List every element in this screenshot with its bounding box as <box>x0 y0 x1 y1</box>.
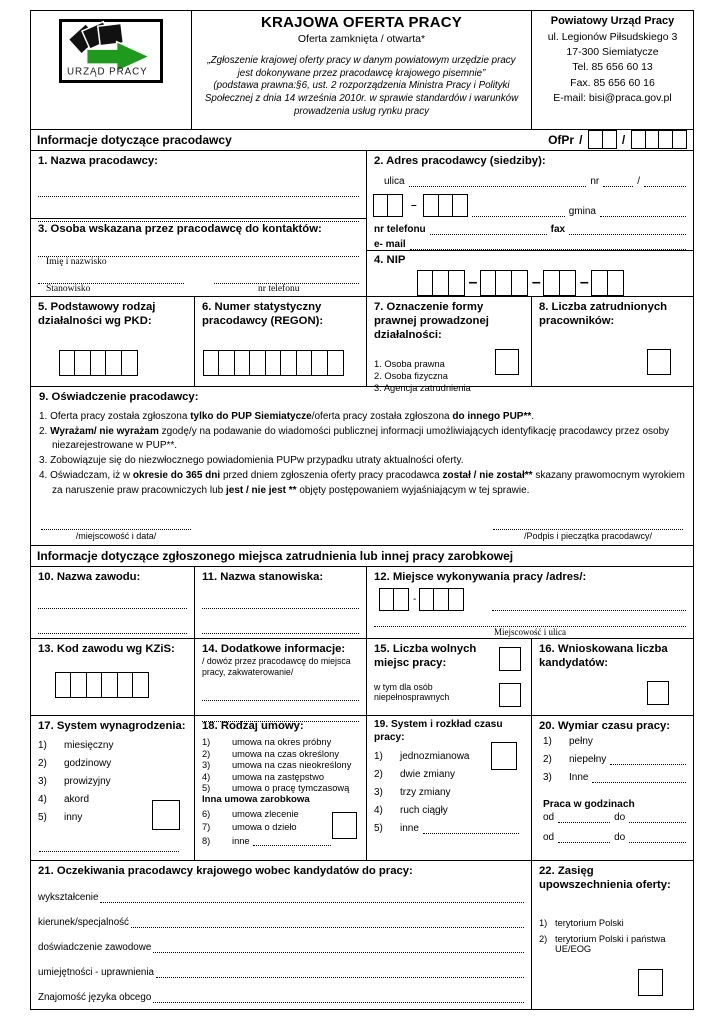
field-8-employee-count <box>531 297 693 386</box>
digit-box[interactable] <box>218 350 235 376</box>
field-7-legal-form <box>366 297 531 394</box>
hours-to-line-2[interactable] <box>629 832 686 843</box>
item-number: 4) <box>38 794 47 806</box>
contract-item <box>202 783 359 793</box>
row-21-22 <box>31 860 693 1010</box>
field-17-pay-system <box>31 716 194 860</box>
logo-cell <box>31 11 191 129</box>
pay-system-checkbox[interactable] <box>152 800 180 830</box>
digit-box[interactable] <box>70 672 87 698</box>
work-time-item <box>374 823 524 834</box>
item-number: 3) <box>543 772 552 784</box>
item-label: umowa na zastępstwo <box>232 771 324 782</box>
field-title: 20. Wymiar czasu pracy: <box>539 719 671 732</box>
postal-code-boxes-1 <box>374 194 403 217</box>
field-title: 7. Oznaczenie formy prawnej prowadzonej działalności: <box>374 300 489 341</box>
hours-from-line-2[interactable] <box>558 832 610 843</box>
fax-label: fax <box>550 223 566 235</box>
urzad-pracy-logo-icon <box>62 22 160 80</box>
digit-box[interactable] <box>59 350 76 376</box>
item-number: 3) <box>38 776 47 788</box>
digit-box[interactable] <box>543 270 560 296</box>
field-12-work-place <box>366 567 693 638</box>
form-header <box>31 11 693 129</box>
field-20-work-dimension <box>531 716 693 860</box>
item-label: niepełny <box>569 754 607 766</box>
gmina-label: gmina <box>568 205 596 217</box>
item-number: 3) <box>374 787 383 799</box>
field-title: 12. Miejsce wykonywania pracy /adres/: <box>374 570 587 583</box>
ofpr-label: OfPr <box>548 132 575 147</box>
place-date-field <box>41 520 191 541</box>
range-item <box>539 934 686 954</box>
declaration-statement-1 <box>39 410 685 424</box>
extra-info-subtitle: / dowóz przez pracodawcę do miejsca pracy, zakwaterowanie/ <box>202 656 351 678</box>
street-label: ulica <box>384 175 405 187</box>
contact-phone-line[interactable] <box>214 273 360 284</box>
expectation-row <box>38 917 524 928</box>
dimension-item <box>543 736 686 747</box>
statement-text: 1. Oferta pracy została zgłoszona <box>39 410 191 422</box>
contact-position-line[interactable] <box>38 273 184 284</box>
contract-item <box>202 772 359 782</box>
statement-text: 4. Oświadczam, iż w <box>39 470 133 482</box>
field-title: 22. Zasięg upowszechnienia oferty: <box>539 864 671 891</box>
item-label: trzy zmiany <box>400 787 451 799</box>
range-item <box>539 918 686 928</box>
declaration-statement-3 <box>39 454 685 468</box>
nip-boxes-2 <box>481 270 528 296</box>
field-title: 4. NIP <box>374 253 406 266</box>
legal-form-checkbox[interactable] <box>495 349 519 375</box>
item-number: 1) <box>539 917 548 928</box>
digit-box[interactable] <box>448 588 464 611</box>
digit-box[interactable] <box>602 130 617 149</box>
dimension-item <box>543 754 686 765</box>
digit-box[interactable] <box>387 194 403 217</box>
field-9-declaration <box>31 386 693 546</box>
gmina-line[interactable] <box>600 206 686 217</box>
item-label: Inne <box>569 772 589 784</box>
field-11-position-name <box>194 567 366 638</box>
nip-dash: – <box>468 273 478 291</box>
field-title: 1. Nazwa pracodawcy: <box>38 154 158 167</box>
urzad-pracy-logo <box>59 19 163 83</box>
office-email: E-mail: bisi@praca.gov.pl <box>553 91 672 104</box>
city-line[interactable] <box>472 206 565 217</box>
contract-item <box>202 760 359 770</box>
item-label: umowa na czas nieokreślony <box>232 760 352 771</box>
contact-phone-caption: nr telefonu <box>258 283 300 294</box>
field-title: 9. Oświadczenie pracodawcy: <box>39 390 199 403</box>
digit-box[interactable] <box>90 350 107 376</box>
field-22-offer-range <box>531 861 693 1010</box>
postal-dash: - <box>413 594 417 606</box>
field-6-regon <box>194 297 366 386</box>
item-number: 1) <box>202 737 211 748</box>
postal-code-boxes-2 <box>425 194 469 217</box>
disabled-note: w tym dla osób niepełnosprawnych <box>374 682 450 703</box>
from-label: od <box>543 832 555 844</box>
street-no-slash: / <box>637 175 640 187</box>
dimension-other-line[interactable] <box>610 754 686 765</box>
to-label: do <box>614 812 626 824</box>
digit-box[interactable] <box>511 270 528 296</box>
item-number: 5) <box>374 823 383 835</box>
legal-quote: „Zgłoszenie krajowej oferty pracy w danym powiatowym urzędzie pracy jest dokonywane przez pracodawcę krajowego pisemnie” <box>207 55 516 79</box>
field-10-occupation-name <box>31 567 194 638</box>
education-line[interactable] <box>100 892 524 903</box>
pay-system-item <box>38 776 187 787</box>
row-5-8 <box>31 296 693 394</box>
regon-boxes <box>204 350 359 376</box>
field-4-nip <box>367 251 693 298</box>
contact-name-caption: Imię i nazwisko <box>46 256 107 267</box>
item-number: 5) <box>38 812 47 824</box>
occupation-line-1[interactable] <box>38 598 187 609</box>
statement-text: objęty postępowaniem wyjaśniającym w tej sprawie. <box>296 484 530 496</box>
position-line-2[interactable] <box>202 623 359 634</box>
digit-box[interactable] <box>280 350 297 376</box>
field-title: 16. Wnioskowana liczba kandydatów: <box>539 642 668 670</box>
signature-line[interactable] <box>493 520 683 530</box>
item-label: dwie zmiany <box>400 769 456 781</box>
row-label: kierunek/specjalność <box>38 916 129 928</box>
item-label: prowizyjny <box>64 776 111 788</box>
office-city: 17-300 Siemiatycze <box>566 46 659 59</box>
item-number: 2) <box>539 933 548 944</box>
item-label: inne <box>400 823 419 835</box>
item-label: miesięczny <box>64 740 114 752</box>
office-name: Powiatowy Urząd Pracy <box>550 15 675 27</box>
digit-box[interactable] <box>417 270 434 296</box>
digit-box[interactable] <box>559 270 576 296</box>
work-time-item <box>374 787 524 798</box>
item-number: 7) <box>202 822 211 833</box>
digit-box[interactable] <box>234 350 251 376</box>
item-label: umowa o dzieło <box>232 822 297 833</box>
row-13-16 <box>31 638 693 715</box>
field-3-contact-person <box>31 219 366 297</box>
expectation-row <box>38 892 524 903</box>
item-label: godzinowy <box>64 758 112 770</box>
item-label: inne <box>232 836 250 847</box>
item-label: terytorium Polski <box>555 917 624 928</box>
statement-text: 2. <box>39 425 51 437</box>
nip-boxes-3 <box>545 270 576 296</box>
field-5-pkd <box>31 297 194 386</box>
signature-caption: /Podpis i pieczątka pracodawcy/ <box>523 531 653 542</box>
employer-section-bar <box>31 129 693 151</box>
ofpr-boxes-group-2 <box>632 130 687 149</box>
digit-box[interactable] <box>480 270 497 296</box>
logo-text: URZĄD PRACY <box>67 66 148 78</box>
employer-block <box>31 151 693 296</box>
item-number: 8) <box>202 836 211 847</box>
phone-line[interactable] <box>430 224 547 235</box>
row-label: Znajomość języka obcego <box>38 991 152 1003</box>
legal-basis: (podstawa prawna:§6, ust. 2 rozporządzenia Ministra Pracy i Polityki Społecznej z dnia 14 września 2010r. w sprawie standardów i warunków prowadzenia usług rynku pracy <box>204 80 519 117</box>
hours-to-line-1[interactable] <box>629 812 686 823</box>
nip-dash: – <box>531 273 541 291</box>
item-label: pełny <box>569 736 593 748</box>
offer-range-checkbox[interactable] <box>638 969 663 996</box>
row-17-20 <box>31 715 693 860</box>
declaration-statement-2 <box>39 425 685 453</box>
digit-box[interactable] <box>132 672 149 698</box>
dimension-other-line-2[interactable] <box>592 772 686 783</box>
statement-bold: Wyrażam/ nie wyrażam <box>50 425 159 437</box>
contract-item <box>202 737 359 747</box>
legal-form-option: 2. Osoba fizyczna <box>374 371 448 382</box>
digit-box[interactable] <box>105 350 122 376</box>
field-title: 18. Rodzaj umowy: <box>202 719 304 732</box>
ofpr-boxes-group-1 <box>589 130 616 149</box>
field-1-employer-name <box>31 151 366 219</box>
field-title: 10. Nazwa zawodu: <box>38 570 141 583</box>
field-14-extra-info <box>194 639 366 715</box>
digit-box[interactable] <box>495 270 512 296</box>
statement-bold: okresie do 365 dni <box>132 470 221 482</box>
contract-type-checkbox[interactable] <box>332 812 357 839</box>
skills-line[interactable] <box>156 967 524 978</box>
item-label: inny <box>64 812 83 824</box>
street-no-label: nr <box>590 175 600 187</box>
postal-dash: – <box>411 199 417 211</box>
item-number: 4) <box>374 805 383 817</box>
field-title: 21. Oczekiwania pracodawcy krajowego wobec kandydatów do pracy: <box>38 864 413 877</box>
employer-left-column <box>31 151 366 296</box>
street-line[interactable] <box>409 176 587 187</box>
item-number: 3) <box>202 760 211 771</box>
ofpr-slash: / <box>621 132 626 147</box>
field-title: 3. Osoba wskazana przez pracodawcę do kontaktów: <box>38 222 322 235</box>
kzis-boxes <box>56 672 187 698</box>
signature-field <box>493 520 683 541</box>
place-date-line[interactable] <box>41 520 191 530</box>
other-contract-subheading: Inna umowa zarobkowa <box>202 794 310 806</box>
item-label: umowa o pracę tymczasową <box>232 783 350 794</box>
employer-name-line-1[interactable] <box>38 186 359 197</box>
digit-box[interactable] <box>74 350 91 376</box>
nip-boxes-4 <box>593 270 624 296</box>
field-title: 8. Liczba zatrudnionych pracowników: <box>539 300 668 327</box>
digit-box[interactable] <box>327 350 344 376</box>
contract-item <box>202 749 359 759</box>
employer-right-column <box>366 151 693 296</box>
digit-box[interactable] <box>249 350 266 376</box>
statement-bold: został / nie został** <box>442 470 533 482</box>
item-label: umowa zlecenie <box>232 809 299 820</box>
statement-text: 3. Zobowiązuje się do niezwłocznego powiadomienia PUPw przypadku utraty aktualności oferty. <box>39 455 464 467</box>
specialty-line[interactable] <box>131 917 524 928</box>
job-section-title: Informacje dotyczące zgłoszonego miejsca zatrudnienia lub innej pracy zarobkowej <box>37 549 514 564</box>
office-fax: Fax. 85 656 60 16 <box>570 76 655 89</box>
expectation-row <box>38 942 524 953</box>
street-no-line[interactable] <box>603 176 633 187</box>
digit-box[interactable] <box>591 270 608 296</box>
statement-text: zgodę/y na podawanie do wiadomości publicznej informacji umożliwiających identyfikację pracodawcy przez osoby niezarejestrowane w PUP**. <box>52 425 670 452</box>
item-number: 2) <box>374 769 383 781</box>
item-number: 6) <box>202 809 211 820</box>
vacancies-disabled-box[interactable] <box>499 683 521 707</box>
digit-box[interactable] <box>452 194 468 217</box>
nip-boxes-1 <box>418 270 465 296</box>
pay-system-item <box>38 740 187 751</box>
statement-bold: jest / nie jest ** <box>225 484 297 496</box>
vacancies-count-box[interactable] <box>499 647 521 671</box>
item-number: 1) <box>374 751 383 763</box>
item-label: ruch ciągły <box>400 805 448 817</box>
legal-form-option: 1. Osoba prawna <box>374 358 445 369</box>
phone-label: nr telefonu <box>374 223 426 235</box>
digit-box[interactable] <box>448 270 465 296</box>
candidates-count-box[interactable] <box>647 681 669 705</box>
expectation-row <box>38 967 524 978</box>
field-title: 14. Dodatkowe informacje: <box>202 642 346 655</box>
field-16-candidates <box>531 639 693 715</box>
digit-box[interactable] <box>672 130 687 149</box>
item-number: 2) <box>202 748 211 759</box>
to-label: do <box>614 832 626 844</box>
page-title: KRAJOWA OFERTA PRACY <box>261 14 462 31</box>
ofpr-number-field <box>548 130 687 149</box>
workplace-postal-boxes-1 <box>380 588 409 611</box>
item-number: 2) <box>543 754 552 766</box>
dimension-item <box>543 772 686 783</box>
email-label: e- mail <box>374 238 406 250</box>
digit-box[interactable] <box>393 588 409 611</box>
field-title: 5. Podstawowy rodzaj działalności wg PKD: <box>38 300 156 327</box>
field-title: 11. Nazwa stanowiska: <box>202 570 324 583</box>
item-label: umowa na czas określony <box>232 748 339 759</box>
item-number: 5) <box>202 783 211 794</box>
digit-box[interactable] <box>265 350 282 376</box>
language-line[interactable] <box>153 992 524 1003</box>
experience-line[interactable] <box>153 942 524 953</box>
row-10-12 <box>31 567 693 638</box>
digit-box[interactable] <box>86 672 103 698</box>
row-label: umiejętności - uprawnienia <box>38 966 154 978</box>
digit-box[interactable] <box>432 270 449 296</box>
item-label: jednozmianowa <box>400 751 470 763</box>
field-title: 6. Numer statystyczny pracodawcy (REGON): <box>202 300 324 327</box>
item-number: 1) <box>38 740 47 752</box>
item-label: umowa na okres próbny <box>232 737 332 748</box>
digit-box[interactable] <box>607 270 624 296</box>
legal-form-option: 3. Agencja zatrudnienia <box>374 383 471 394</box>
field-15-vacancies <box>366 639 531 715</box>
hours-from-line-1[interactable] <box>558 812 610 823</box>
item-label: akord <box>64 794 90 806</box>
work-time-item <box>374 805 524 816</box>
street-no2-line[interactable] <box>644 176 686 187</box>
place-date-caption: /miejscowość i data/ <box>75 531 157 542</box>
office-street: ul. Legionów Piłsudskiego 3 <box>547 30 678 43</box>
work-hours-heading: Praca w godzinach <box>543 799 635 811</box>
digit-box[interactable] <box>311 350 328 376</box>
contract-other-line[interactable] <box>253 835 331 846</box>
nip-dash: – <box>579 273 589 291</box>
item-label: terytorium Polski i państwa UE/EOG <box>555 933 666 954</box>
job-section-bar <box>31 545 693 567</box>
pkd-boxes <box>60 350 187 376</box>
workplace-postal-boxes-2 <box>420 588 464 611</box>
item-number: 4) <box>202 771 211 782</box>
office-tel: Tel. 85 656 60 13 <box>572 61 653 74</box>
field-18-contract-type <box>194 716 366 860</box>
digit-box[interactable] <box>203 350 220 376</box>
field-title: 17. System wynagrodzenia: <box>38 719 186 732</box>
field-21-expectations <box>31 861 531 1010</box>
declaration-statement-4 <box>39 469 685 497</box>
fax-line[interactable] <box>569 224 686 235</box>
office-address-block <box>531 11 693 129</box>
ofpr-slash: / <box>579 132 583 147</box>
item-number: 2) <box>38 758 47 770</box>
field-title: 2. Adres pracodawcy (siedziby): <box>374 154 546 167</box>
work-time-item <box>374 769 524 780</box>
digit-box[interactable] <box>117 672 134 698</box>
statement-text: /oferta pracy została zgłoszona <box>311 410 453 422</box>
work-time-other-line[interactable] <box>423 823 519 834</box>
item-number: 1) <box>543 736 552 748</box>
contact-position-caption: Stanowisko <box>46 283 91 294</box>
expectation-row <box>38 992 524 1003</box>
pay-system-other-line[interactable] <box>39 841 179 852</box>
row-label: wykształcenie <box>38 891 99 903</box>
digit-box[interactable] <box>101 672 118 698</box>
workplace-caption: Miejscowość i ulica <box>494 627 566 638</box>
employee-count-box[interactable] <box>647 349 671 375</box>
signature-row <box>41 520 683 541</box>
position-line-1[interactable] <box>202 598 359 609</box>
statement-text: przed dniem zgłoszenia oferty pracy pracodawca <box>220 470 443 482</box>
statement-text: . <box>531 410 535 422</box>
workplace-line-1[interactable] <box>492 600 686 611</box>
field-title: 15. Liczba wolnych miejsc pracy: <box>374 642 477 670</box>
digit-box[interactable] <box>121 350 138 376</box>
extra-info-line-1[interactable] <box>202 690 359 701</box>
workplace-line-2[interactable] <box>374 616 686 627</box>
field-13-kzis-code <box>31 639 194 715</box>
from-label: od <box>543 812 555 824</box>
field-19-work-time-system <box>366 716 531 860</box>
field-2-employer-address <box>367 151 693 251</box>
work-time-checkbox[interactable] <box>491 742 517 770</box>
digit-box[interactable] <box>296 350 313 376</box>
employer-section-title: Informacje dotyczące pracodawcy <box>37 132 232 147</box>
header-title-cell <box>191 11 531 129</box>
statement-bold: do innego PUP** <box>452 410 532 422</box>
pay-system-item <box>38 758 187 769</box>
krajowa-oferta-pracy-form <box>30 10 694 1010</box>
occupation-line-2[interactable] <box>38 623 187 634</box>
field-title: 13. Kod zawodu wg KZiS: <box>38 642 175 655</box>
digit-box[interactable] <box>55 672 72 698</box>
row-label: doświadczenie zawodowe <box>38 941 152 953</box>
statement-text: skazany prawomocnym wyrokiem za naruszenie praw pracowniczych lub <box>52 470 685 496</box>
offer-type-line: Oferta zamknięta / otwarta* <box>297 33 426 45</box>
contact-name-line[interactable] <box>38 246 359 257</box>
field-title: 19. System i rozkład czasu pracy: <box>374 718 503 743</box>
email-line[interactable] <box>410 239 686 250</box>
statement-bold: tylko do PUP Siemiatycze <box>190 410 312 422</box>
